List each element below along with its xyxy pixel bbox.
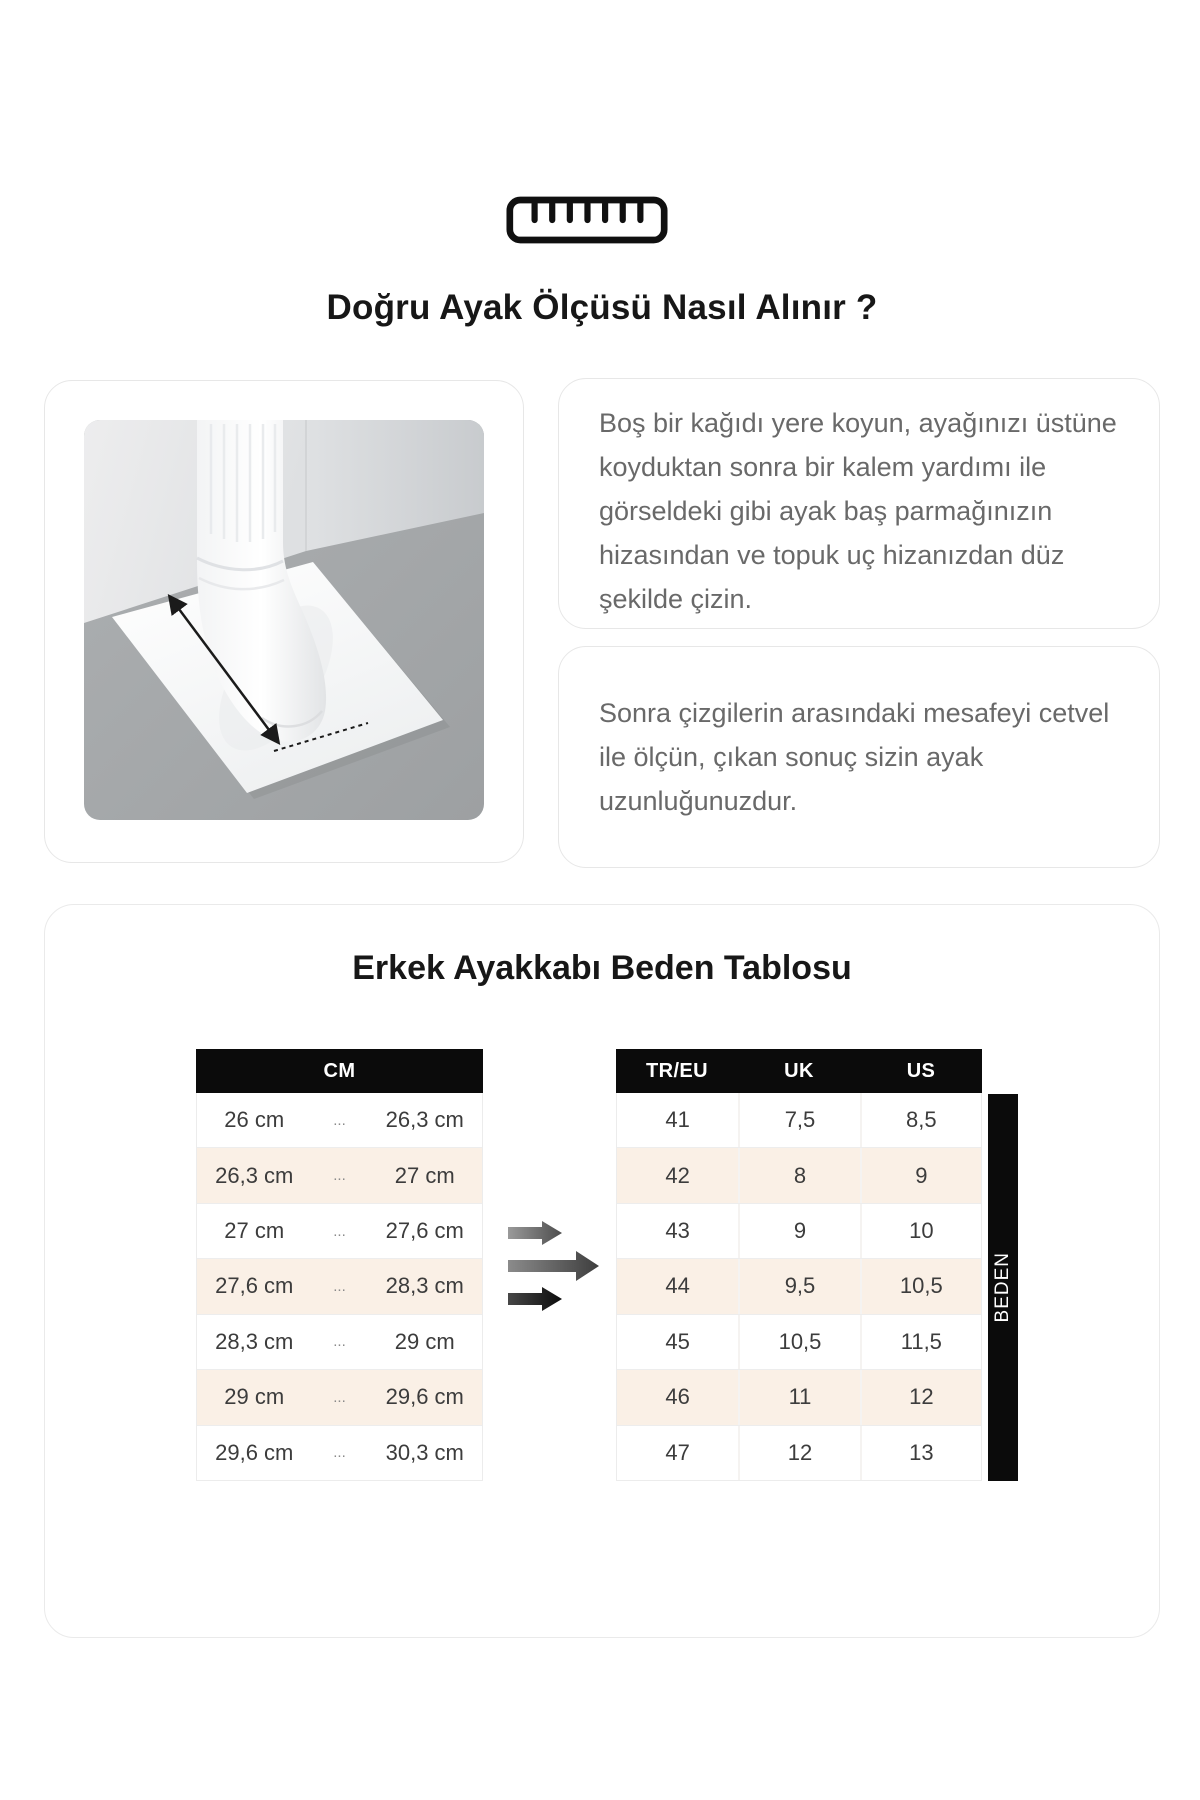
cm-to-cell: 29,6 cm	[385, 1384, 464, 1410]
range-dots: ...	[333, 1222, 346, 1240]
cm-from-cell: 29,6 cm	[215, 1439, 294, 1465]
table-row	[197, 1425, 482, 1480]
cm-table	[196, 1049, 483, 1481]
table-row	[617, 1314, 981, 1369]
table-row	[617, 1203, 981, 1258]
photo-card	[44, 380, 524, 863]
ruler-icon	[506, 196, 668, 244]
tr-eu-cell: 44	[665, 1273, 690, 1299]
cm-to-cell: 27 cm	[394, 1162, 455, 1188]
step-1-text: Boş bir kağıdı yere koyun, ayağınızı üstüne koyduktan sonra bir kalem yardımı ile görseldeki gibi ayak baş parmağınızın hizasından ve topuk uç hizanızdan düz şekilde çizin.	[599, 408, 1117, 614]
size-section-title: Erkek Ayakkabı Beden Tablosu	[352, 949, 852, 987]
us-cell: 13	[860, 1426, 981, 1480]
table-row	[617, 1425, 981, 1480]
cm-to-cell: 26,3 cm	[385, 1107, 464, 1133]
cm-from-cell: 27 cm	[224, 1218, 285, 1244]
cm-to-cell: 27,6 cm	[385, 1218, 464, 1244]
tr-eu-cell: 45	[665, 1328, 690, 1354]
beden-label-text: BEDEN	[992, 1252, 1013, 1323]
range-dots: ...	[333, 1167, 346, 1185]
table-row	[197, 1147, 482, 1202]
uk-cell: 9,5	[738, 1259, 859, 1313]
table-row	[617, 1258, 981, 1313]
range-dots: ...	[333, 1333, 346, 1351]
beden-side-label	[988, 1094, 1018, 1481]
uk-cell: 7,5	[738, 1093, 859, 1147]
table-row	[197, 1203, 482, 1258]
cm-from-cell: 26 cm	[224, 1107, 285, 1133]
tr-eu-cell: 46	[665, 1384, 690, 1410]
cm-header-label: CM	[323, 1059, 356, 1082]
range-dots: ...	[333, 1444, 346, 1462]
page-title: Doğru Ayak Ölçüsü Nasıl Alınır ?	[326, 288, 878, 327]
table-row	[617, 1147, 981, 1202]
cm-to-cell: 30,3 cm	[385, 1439, 464, 1465]
us-cell: 12	[860, 1370, 981, 1424]
cm-from-cell: 28,3 cm	[215, 1328, 294, 1354]
us-cell: 10,5	[860, 1259, 981, 1313]
range-dots: ...	[333, 1388, 346, 1406]
table-row	[197, 1314, 482, 1369]
cm-from-cell: 29 cm	[224, 1384, 285, 1410]
table-row	[197, 1369, 482, 1424]
foot-measurement-photo	[84, 420, 484, 820]
step-1-card	[558, 378, 1160, 629]
uk-cell: 11	[738, 1370, 859, 1424]
us-cell: 11,5	[860, 1315, 981, 1369]
cm-from-cell: 27,6 cm	[215, 1273, 294, 1299]
cm-to-cell: 28,3 cm	[385, 1273, 464, 1299]
us-cell: 10	[860, 1204, 981, 1258]
transfer-arrows-icon	[506, 1221, 606, 1315]
cm-table-body	[196, 1093, 483, 1481]
tr-eu-cell: 47	[665, 1439, 690, 1465]
uk-cell: 8	[738, 1148, 859, 1202]
cm-from-cell: 26,3 cm	[215, 1162, 294, 1188]
header-uk: UK	[784, 1059, 814, 1082]
header-tr-eu: TR/EU	[646, 1059, 708, 1082]
step-2-text: Sonra çizgilerin arasındaki mesafeyi cetvel ile ölçün, çıkan sonuç sizin ayak uzunluğunuzdur.	[599, 698, 1110, 816]
cm-table-header	[196, 1049, 483, 1093]
range-dots: ...	[333, 1277, 346, 1295]
size-conversion-table	[616, 1049, 982, 1481]
size-table-section	[44, 904, 1160, 1638]
table-row	[197, 1258, 482, 1313]
us-cell: 9	[860, 1148, 981, 1202]
tr-eu-cell: 42	[665, 1162, 690, 1188]
table-row	[617, 1369, 981, 1424]
table-row	[617, 1093, 981, 1147]
us-cell: 8,5	[860, 1093, 981, 1147]
step-2-card	[558, 646, 1160, 868]
uk-cell: 10,5	[738, 1315, 859, 1369]
tr-eu-cell: 41	[665, 1107, 690, 1133]
ruler-icon-svg	[506, 196, 668, 244]
size-table-body	[616, 1093, 982, 1481]
uk-cell: 9	[738, 1204, 859, 1258]
header-us: US	[906, 1059, 936, 1082]
size-table-header	[616, 1049, 982, 1093]
tr-eu-cell: 43	[665, 1218, 690, 1244]
cm-to-cell: 29 cm	[394, 1328, 455, 1354]
table-row	[197, 1093, 482, 1147]
range-dots: ...	[333, 1111, 346, 1129]
uk-cell: 12	[738, 1426, 859, 1480]
